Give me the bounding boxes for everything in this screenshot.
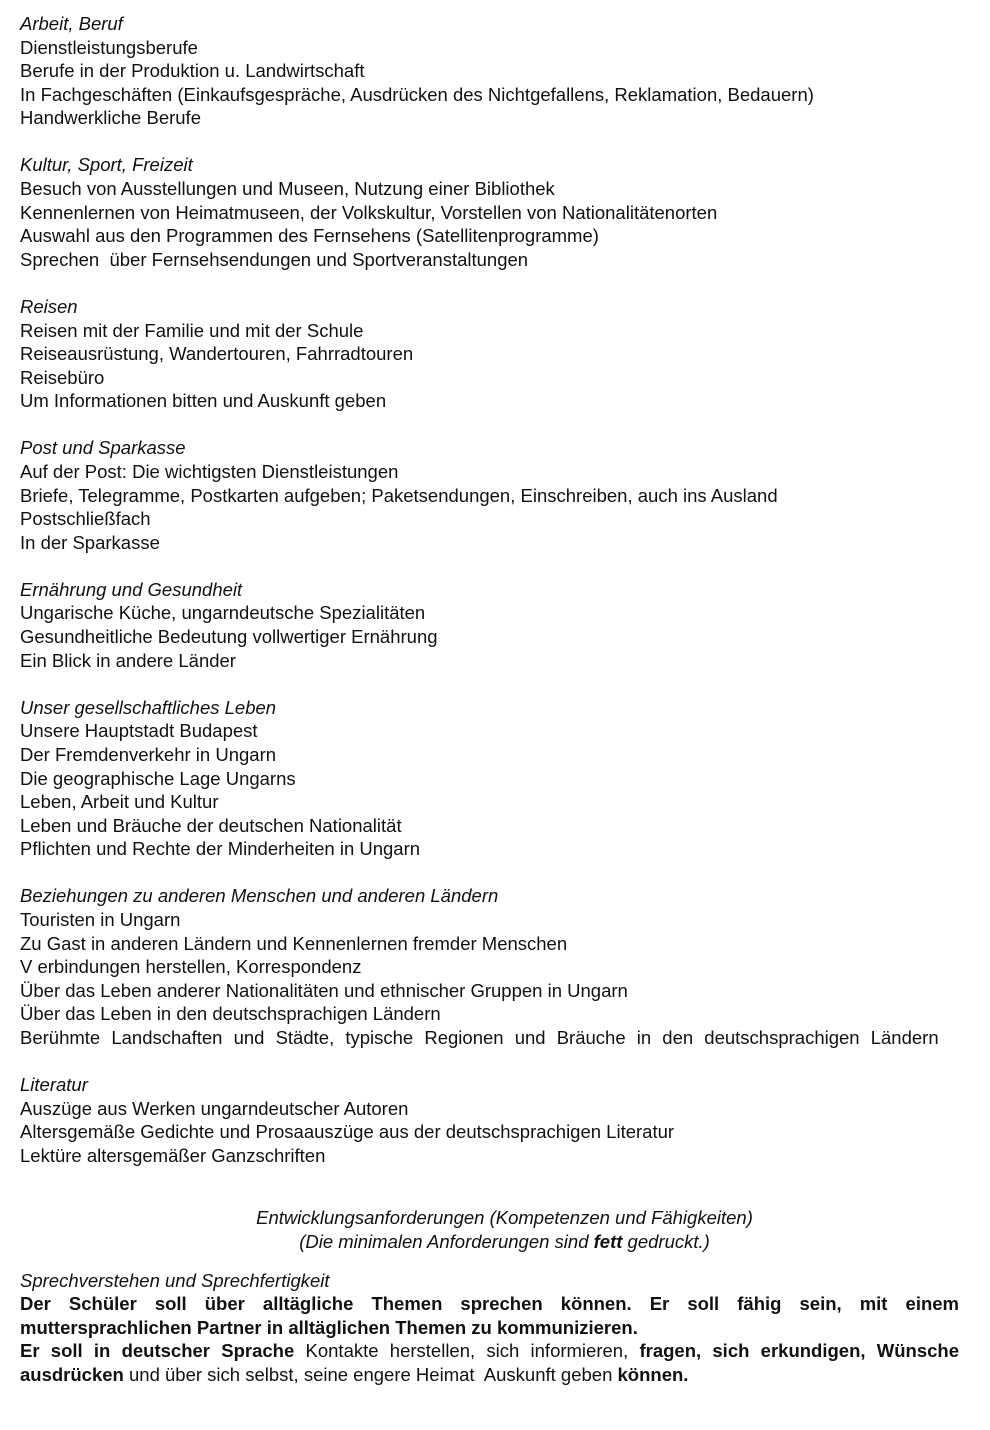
list-item: Ein Blick in andere Länder [20, 649, 236, 671]
paragraph-bold-text: Er soll in deutscher Sprache [20, 1340, 295, 1362]
list-item: Die geographische Lage Ungarns [20, 767, 296, 789]
list-item: In Fachgeschäften (Einkaufsgespräche, Ausdrücken des Nichtgefallens, Reklamation, Bedauern) [20, 83, 814, 105]
paragraph-bold-text: können. [617, 1364, 689, 1385]
list-item: Gesundheitliche Bedeutung vollwertiger Ernährung [20, 626, 438, 648]
requirements-title: Entwicklungsanforderungen (Kompetenzen und Fähigkeiten) [256, 1207, 753, 1229]
list-item: Reisebüro [20, 366, 105, 388]
section-arbeit-beruf [20, 12, 959, 130]
speaking-paragraph-2 [20, 1339, 959, 1386]
list-item: Reiseausrüstung, Wandertouren, Fahrradtouren [20, 343, 414, 365]
list-item: Reisen mit der Familie und mit der Schule [20, 319, 364, 341]
list-item: Zu Gast in anderen Ländern und Kennenlernen fremder Menschen [20, 932, 568, 954]
section-heading: Literatur [20, 1074, 88, 1096]
list-item: V erbindungen herstellen, Korrespondenz [20, 956, 362, 978]
paragraph-text: Kontakte herstellen, sich informieren, [294, 1340, 640, 1362]
list-item: Leben, Arbeit und Kultur [20, 791, 219, 813]
list-item: Über das Leben in den deutschsprachigen Ländern [20, 1003, 441, 1025]
paragraph-bold-text: fragen, sich erkundigen, Wünsche ausdrücken [20, 1340, 959, 1385]
list-item: Berufe in der Produktion u. Landwirtschaft [20, 60, 365, 82]
list-item: Briefe, Telegramme, Postkarten aufgeben; Paketsendungen, Einschreiben, auch ins Ausland [20, 484, 778, 506]
section-heading: Unser gesellschaftliches Leben [20, 696, 277, 718]
list-item: Ungarische Küche, ungarndeutsche Spezialitäten [20, 602, 426, 624]
list-item: Um Informationen bitten und Auskunft geben [20, 390, 387, 412]
note-bold-text: fett [593, 1231, 623, 1253]
list-item: Berühmte Landschaften und Städte, typische Regionen und Bräuche in den deutschsprachigen Ländern [20, 1026, 939, 1048]
section-heading: Kultur, Sport, Freizeit [20, 154, 193, 176]
requirements-note [50, 1230, 959, 1254]
section-heading: Post und Sparkasse [20, 437, 186, 459]
list-item: Unsere Hauptstadt Budapest [20, 720, 258, 742]
list-item: Sprechen über Fernsehsendungen und Sportveranstaltungen [20, 248, 529, 270]
list-item: Handwerkliche Berufe [20, 107, 201, 129]
requirements-header [20, 1206, 959, 1253]
list-item: Besuch von Ausstellungen und Museen, Nutzung einer Bibliothek [20, 178, 555, 200]
section-beziehungen [20, 884, 959, 1049]
speaking-heading: Sprechverstehen und Sprechfertigkeit [20, 1269, 330, 1291]
section-gesellschaftliches-leben [20, 696, 959, 861]
paragraph-bold-text: Der Schüler soll über alltägliche Themen sprechen können. Er soll fähig sein, mit einem muttersprachlichen Partner in alltäglichen Themen zu kommunizieren. [20, 1293, 959, 1338]
section-ernaehrung-und-gesundheit [20, 578, 959, 672]
section-heading: Ernährung und Gesundheit [20, 578, 243, 600]
paragraph-text: und über sich selbst, seine engere Heimat Auskunft geben [123, 1364, 618, 1385]
section-post-und-sparkasse [20, 436, 959, 554]
list-item: Lektüre altersgemäßer Ganzschriften [20, 1144, 326, 1166]
list-item: Touristen in Ungarn [20, 909, 181, 930]
list-item: Auf der Post: Die wichtigsten Dienstleistungen [20, 461, 399, 482]
section-heading: Arbeit, Beruf [20, 13, 123, 34]
list-item: Auswahl aus den Programmen des Fernsehens (Satellitenprogramme) [20, 225, 599, 247]
section-heading: Beziehungen zu anderen Menschen und anderen Ländern [20, 885, 499, 907]
note-text: (Die minimalen Anforderungen sind [299, 1231, 594, 1253]
speaking-paragraph-1 [20, 1292, 959, 1339]
list-item: Altersgemäße Gedichte und Prosaauszüge aus der deutschsprachigen Literatur [20, 1121, 675, 1143]
note-text: gedruckt.) [622, 1231, 710, 1253]
list-item: Pflichten und Rechte der Minderheiten in Ungarn [20, 838, 421, 860]
list-item: Postschließfach [20, 508, 151, 530]
list-item: In der Sparkasse [20, 531, 160, 553]
list-item: Dienstleistungsberufe [20, 36, 198, 58]
section-literatur [20, 1073, 959, 1167]
list-item: Leben und Bräuche der deutschen Nationalität [20, 814, 402, 836]
section-kultur-sport-freizeit [20, 153, 959, 271]
list-item: Der Fremdenverkehr in Ungarn [20, 743, 277, 765]
section-reisen [20, 295, 959, 413]
list-item: Über das Leben anderer Nationalitäten und ethnischer Gruppen in Ungarn [20, 979, 628, 1001]
section-heading: Reisen [20, 295, 78, 317]
list-item: Kennenlernen von Heimatmuseen, der Volkskultur, Vorstellen von Nationalitätenorten [20, 201, 718, 223]
list-item: Auszüge aus Werken ungarndeutscher Autoren [20, 1097, 409, 1119]
